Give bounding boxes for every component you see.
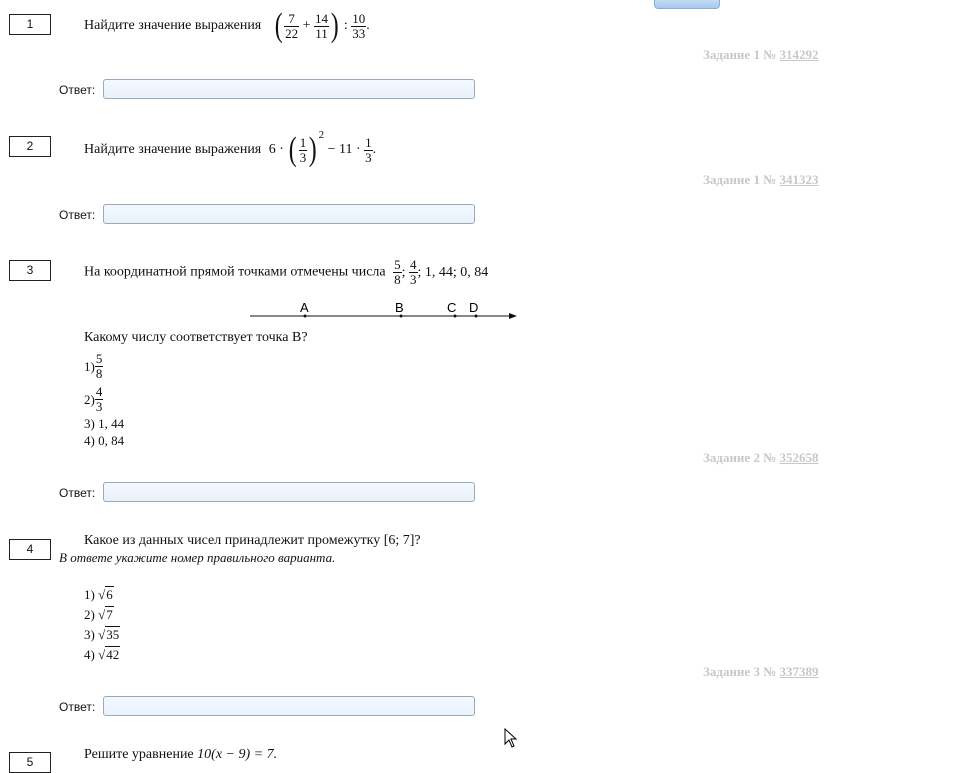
question-2-text (84, 128, 377, 168)
option-1: 1) $\frac{5}{8}$ (84, 351, 103, 381)
task-reference-4: Задание 3 № 337389 (703, 664, 819, 679)
question-1-expression: ( $\frac{7}{22}$ + $\frac{14}{11}$ ) : $\frac{10}{33}$ . (274, 7, 370, 44)
task-link-4[interactable]: 337389 (779, 664, 819, 679)
question-3-numbers: $\frac{5}{8}$ ; $\frac{4}{3}$ ; 1, 44; 0, 84 (394, 257, 489, 287)
question-4-instruction: В ответе укажите номер правильного варианта. (59, 550, 336, 565)
question-1-text (84, 9, 370, 43)
question-1-prompt: Найдите значение выражения (84, 18, 262, 34)
task-reference-3: Задание 2 № 352658 (703, 450, 819, 465)
question-3-text (84, 258, 488, 287)
option-1: 1) √6 (84, 587, 113, 602)
task-reference-2: Задание 1 № 341323 (703, 172, 819, 187)
answer-label-3: Ответ: (59, 486, 96, 500)
question-4-options (84, 586, 120, 663)
option-2: 2) √7 (84, 607, 113, 622)
axis-point-b: B (395, 300, 404, 315)
answer-input-3[interactable] (103, 482, 475, 502)
option-4: 4) √42 (84, 647, 120, 662)
axis-point-c: C (447, 300, 457, 315)
option-3: 3) √35 (84, 627, 120, 642)
question-3-options (84, 350, 124, 450)
question-2-prompt: Найдите значение выражения (84, 142, 262, 158)
question-5-text: Решите уравнение 10(x − 9) = 7. (84, 747, 278, 762)
question-4-prompt: Какое из данных чисел принадлежит промежутку [6; 7]? (84, 533, 421, 548)
task-reference-1: Задание 1 № 314292 (703, 47, 819, 62)
question-number-3: 3 (9, 260, 51, 281)
question-2-expression: 6 · ( $\frac{1}{3}$ ) $^2$ − 11 · $\frac{1}{3}$ . (268, 128, 377, 168)
answer-label-4: Ответ: (59, 700, 96, 714)
answer-label-1: Ответ: (59, 83, 96, 97)
top-button[interactable] (654, 0, 720, 9)
question-3-subquestion: Какому числу соответствует точка B? (84, 330, 308, 345)
answer-label-2: Ответ: (59, 208, 96, 222)
question-number-2: 2 (9, 136, 51, 157)
task-link-2[interactable]: 341323 (779, 172, 819, 187)
mouse-cursor-icon (504, 728, 518, 748)
question-number-1: 1 (9, 14, 51, 35)
axis-point-a: A (300, 300, 309, 315)
question-number-4: 4 (9, 539, 51, 560)
task-link-1[interactable]: 314292 (779, 47, 819, 62)
coordinate-line (245, 296, 525, 324)
answer-input-4[interactable] (103, 696, 475, 716)
task-link-3[interactable]: 352658 (779, 450, 819, 465)
answer-input-2[interactable] (103, 204, 475, 224)
question-3-prompt: На координатной прямой точками отмечены числа (84, 264, 386, 280)
option-2: 2) $\frac{4}{3}$ (84, 384, 103, 414)
question-number-5: 5 (9, 752, 51, 773)
option-3: 3) 1, 44 (84, 416, 125, 431)
answer-input-1[interactable] (103, 79, 475, 99)
axis-point-d: D (469, 300, 479, 315)
option-4: 4) 0, 84 (84, 433, 125, 448)
